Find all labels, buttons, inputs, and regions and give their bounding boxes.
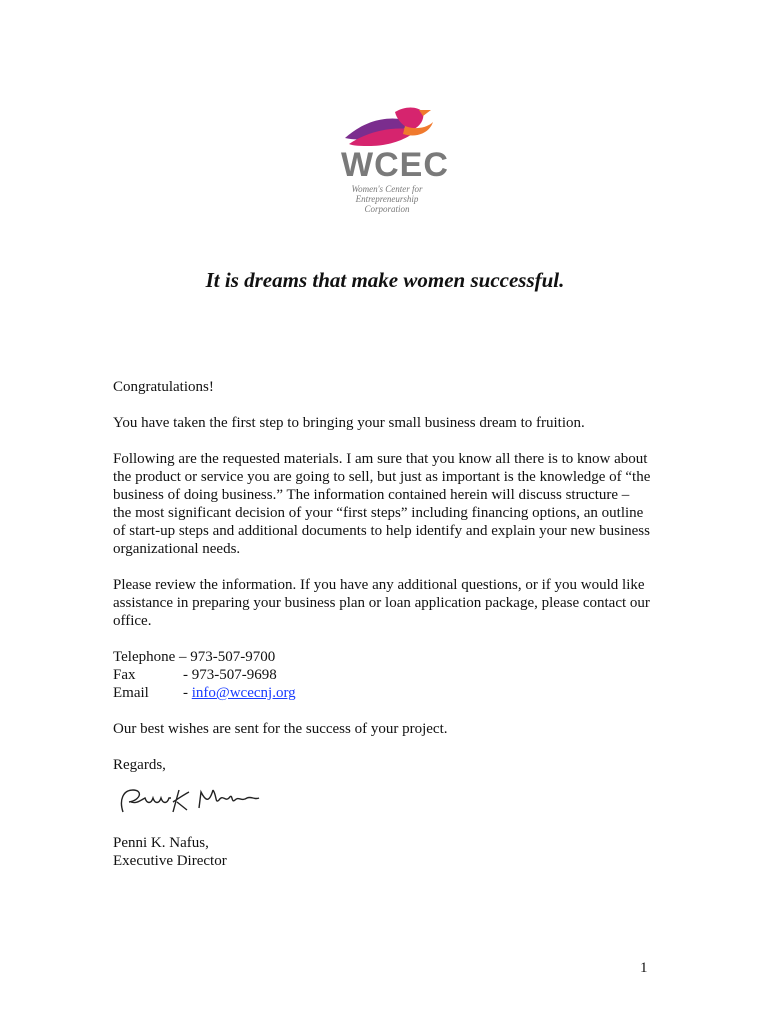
best-wishes: Our best wishes are sent for the success of your project.: [113, 721, 448, 737]
logo-abbreviation: WCEC: [341, 146, 449, 184]
signer-name: Penni K. Nafus,: [113, 835, 209, 851]
greeting: Congratulations!: [113, 379, 214, 395]
page-number: 1: [640, 960, 648, 976]
paragraph-intro: You have taken the first step to bringing your small business dream to fruition.: [113, 415, 585, 431]
fax-line: Fax - 973-507-9698: [113, 667, 277, 683]
tagline: It is dreams that make women successful.: [205, 268, 565, 292]
signer-title: Executive Director: [113, 853, 227, 869]
closing: Regards,: [113, 757, 166, 773]
telephone-line: Telephone – 973-507-9700: [113, 649, 276, 665]
handwritten-signature: [113, 784, 263, 825]
logo-subtitle: Women's Center for Entrepreneurship Corporation: [351, 184, 423, 214]
email-line: Email - info@wcecnj.org: [113, 685, 296, 701]
paragraph-materials: Following are the requested materials. I am sure that you know all there is to know about the product or service you are going to sell, but just as important is the knowledge of “the business of doing business.” The information contained herein will discuss structure – the most significant decision of your “first steps” including financing options, an outline of start-up steps and additional documents to help identify and explain your new business organizational needs.: [113, 451, 651, 557]
email-link[interactable]: info@wcecnj.org: [191, 685, 296, 701]
paragraph-review: Please review the information. If you have any additional questions, or if you would like assistance in preparing your business plan or loan application package, please contact our office.: [113, 577, 650, 629]
